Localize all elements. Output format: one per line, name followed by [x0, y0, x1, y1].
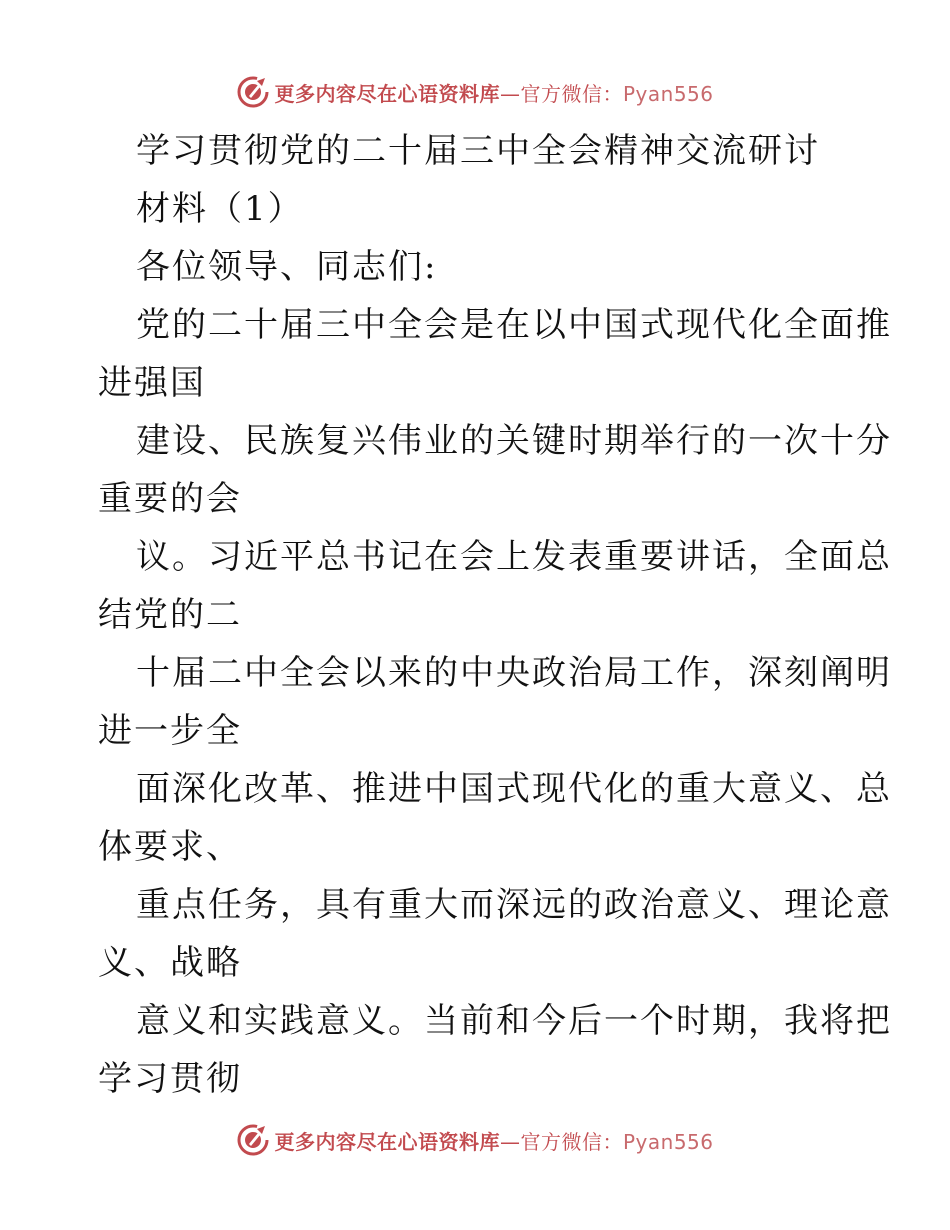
- body-line: 结党的二: [98, 595, 242, 635]
- body-line: 意义和实践意义。当前和今后一个时期，我将把: [136, 1001, 892, 1041]
- watermark-brand: 更多内容尽在心语资料库: [274, 81, 500, 106]
- watermark-text: [274, 78, 713, 107]
- watermark-separator: —: [499, 1129, 521, 1154]
- body-line: 重点任务，具有重大而深远的政治意义、理论意: [136, 885, 892, 925]
- watermark-official: 官方微信：: [520, 1129, 623, 1154]
- footer-watermark: [0, 1120, 950, 1160]
- watermark-brand: 更多内容尽在心语资料库: [274, 1129, 500, 1154]
- brand-logo-icon: [236, 1123, 270, 1157]
- body-line: 面深化改革、推进中国式现代化的重大意义、总: [136, 769, 892, 809]
- body-line: 学习贯彻: [98, 1059, 242, 1099]
- document-body: [98, 122, 892, 1108]
- watermark-text: [274, 1126, 713, 1155]
- document-title-line-2: 材料（1）: [136, 189, 304, 229]
- body-line: 重要的会: [98, 479, 242, 519]
- body-line: 党的二十届三中全会是在以中国式现代化全面推: [136, 305, 892, 345]
- body-line: 议。习近平总书记在会上发表重要讲话，全面总: [136, 537, 892, 577]
- watermark-wechat-id: Pyan556: [622, 81, 714, 106]
- brand-logo-icon: [236, 75, 270, 109]
- watermark-wechat-id: Pyan556: [622, 1129, 714, 1154]
- watermark-official: 官方微信：: [520, 81, 623, 106]
- body-line: 十届二中全会以来的中央政治局工作，深刻阐明: [136, 653, 892, 693]
- header-watermark: [0, 72, 950, 112]
- body-line: 建设、民族复兴伟业的关键时期举行的一次十分: [136, 421, 892, 461]
- body-line: 体要求、: [98, 827, 242, 867]
- body-line: 进强国: [98, 363, 206, 403]
- greeting: 各位领导、同志们:: [136, 247, 438, 287]
- body-line: 义、战略: [98, 943, 242, 983]
- document-title-line-1: 学习贯彻党的二十届三中全会精神交流研讨: [136, 131, 820, 171]
- body-line: 进一步全: [98, 711, 242, 751]
- watermark-separator: —: [499, 81, 521, 106]
